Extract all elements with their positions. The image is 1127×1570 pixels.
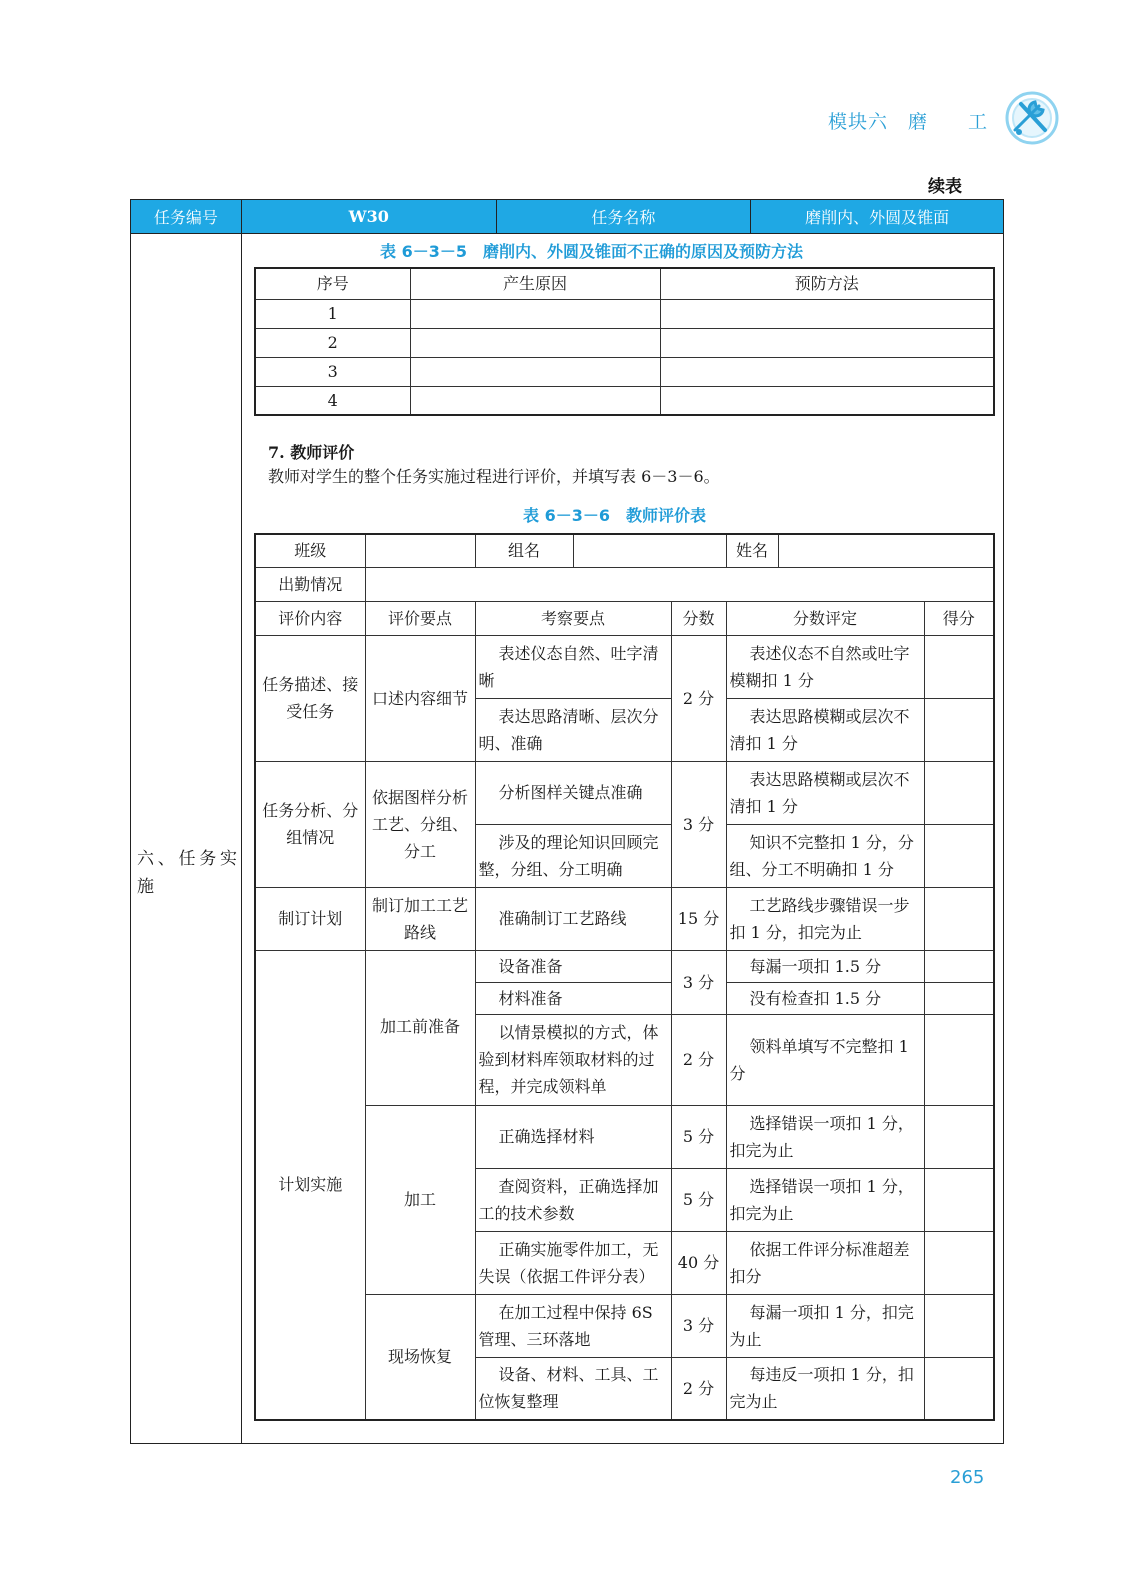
check-point: 设备、材料、工具、工位恢复整理: [475, 1357, 671, 1420]
check-point: 在加工过程中保持 6S 管理、三环落地: [475, 1294, 671, 1357]
score: 5 分: [671, 1168, 726, 1231]
score: 3 分: [671, 761, 726, 887]
check-point: 查阅资料，正确选择加工的技术参数: [475, 1168, 671, 1231]
score-rule: 没有检查扣 1.5 分: [726, 982, 924, 1014]
eval-content: 制订计划: [255, 887, 365, 950]
task-id-label: 任务编号: [131, 200, 242, 233]
task-name-label: 任务名称: [497, 200, 752, 233]
table-635-caption: 表 6－3－5 磨削内、外圆及锥面不正确的原因及预防方法: [380, 242, 803, 261]
score: 5 分: [671, 1105, 726, 1168]
check-point: 以情景模拟的方式，体验到材料库领取材料的过程，并完成领料单: [475, 1014, 671, 1105]
score: 2 分: [671, 635, 726, 761]
score: 40 分: [671, 1231, 726, 1294]
section-label: 六、任务实施: [137, 849, 237, 897]
score-rule: 选择错误一项扣 1 分，扣完为止: [726, 1105, 924, 1168]
name-label: 姓名: [726, 534, 778, 567]
page-number: 265: [950, 1467, 985, 1488]
eval-content: 计划实施: [255, 950, 365, 1420]
table-cell[interactable]: [660, 328, 994, 357]
table-cell[interactable]: [410, 357, 660, 386]
points-earned-cell[interactable]: [924, 761, 994, 824]
class-value[interactable]: [365, 534, 475, 567]
attendance-value[interactable]: [365, 567, 994, 601]
section-7-title: 7. 教师评价: [268, 443, 355, 462]
score-rule: 每违反一项扣 1 分，扣完为止: [726, 1357, 924, 1420]
check-point: 正确实施零件加工，无失误（依据工件评分表）: [475, 1231, 671, 1294]
row-number: 2: [255, 328, 410, 357]
table-635: [254, 267, 995, 416]
points-earned-cell[interactable]: [924, 1105, 994, 1168]
eval-point: 依据图样分析工艺、分组、分工: [365, 761, 475, 887]
points-earned-cell[interactable]: [924, 1014, 994, 1105]
column-header: 得分: [924, 601, 994, 635]
points-earned-cell[interactable]: [924, 1294, 994, 1357]
score-rule: 知识不完整扣 1 分，分组、分工不明确扣 1 分: [726, 824, 924, 887]
check-point: 准确制订工艺路线: [475, 887, 671, 950]
check-point: 涉及的理论知识回顾完整，分组、分工明确: [475, 824, 671, 887]
score-rule: 表达思路模糊或层次不清扣 1 分: [726, 698, 924, 761]
points-earned-cell[interactable]: [924, 887, 994, 950]
score-rule: 领料单填写不完整扣 1 分: [726, 1014, 924, 1105]
row-number: 3: [255, 357, 410, 386]
score: 3 分: [671, 1294, 726, 1357]
eval-point: 加工前准备: [365, 950, 475, 1105]
table-cell[interactable]: [410, 328, 660, 357]
eval-point: 现场恢复: [365, 1294, 475, 1420]
check-point: 分析图样关键点准确: [475, 761, 671, 824]
eval-point: 加工: [365, 1105, 475, 1294]
check-point: 表达思路清晰、层次分明、准确: [475, 698, 671, 761]
table-cell[interactable]: [660, 386, 994, 415]
task-name-value: 磨削内、外圆及锥面: [805, 208, 950, 227]
score-rule: 选择错误一项扣 1 分，扣完为止: [726, 1168, 924, 1231]
table-cell[interactable]: [410, 299, 660, 328]
table-636: [254, 533, 995, 1421]
score-rule: 工艺路线步骤错误一步扣 1 分，扣完为止: [726, 887, 924, 950]
check-point: 材料准备: [475, 982, 671, 1014]
column-header: 序号: [255, 268, 410, 299]
score-rule: 表达思路模糊或层次不清扣 1 分: [726, 761, 924, 824]
eval-point: 口述内容细节: [365, 635, 475, 761]
column-header: 考察要点: [475, 601, 671, 635]
section-7-text: 教师对学生的整个任务实施过程进行评价，并填写表 6－3－6。: [268, 467, 720, 486]
column-header: 分数评定: [726, 601, 924, 635]
points-earned-cell[interactable]: [924, 982, 994, 1014]
check-point: 正确选择材料: [475, 1105, 671, 1168]
points-earned-cell[interactable]: [924, 950, 994, 982]
check-point: 设备准备: [475, 950, 671, 982]
module-title: 模块六 磨 工: [828, 111, 989, 133]
row-number: 1: [255, 299, 410, 328]
score-rule: 每漏一项扣 1 分，扣完为止: [726, 1294, 924, 1357]
table-cell[interactable]: [660, 299, 994, 328]
score-rule: 依据工件评分标准超差扣分: [726, 1231, 924, 1294]
score: 2 分: [671, 1357, 726, 1420]
score: 3 分: [671, 950, 726, 1014]
column-header: 评价要点: [365, 601, 475, 635]
points-earned-cell[interactable]: [924, 824, 994, 887]
score-rule: 表述仪态不自然或吐字模糊扣 1 分: [726, 635, 924, 698]
points-earned-cell[interactable]: [924, 1168, 994, 1231]
eval-content: 任务描述、接受任务: [255, 635, 365, 761]
column-header: 预防方法: [660, 268, 994, 299]
table-cell[interactable]: [410, 386, 660, 415]
column-header: 产生原因: [410, 268, 660, 299]
table-cell[interactable]: [660, 357, 994, 386]
points-earned-cell[interactable]: [924, 1231, 994, 1294]
task-header-row: [131, 200, 1003, 234]
task-id-value: W30: [242, 200, 497, 233]
eval-point: 制订加工工艺路线: [365, 887, 475, 950]
points-earned-cell[interactable]: [924, 698, 994, 761]
column-header: 分数: [671, 601, 726, 635]
score: 2 分: [671, 1014, 726, 1105]
row-number: 4: [255, 386, 410, 415]
table-636-caption: 表 6－3－6 教师评价表: [523, 506, 706, 525]
group-value[interactable]: [573, 534, 726, 567]
score: 15 分: [671, 887, 726, 950]
points-earned-cell[interactable]: [924, 635, 994, 698]
name-value[interactable]: [778, 534, 994, 567]
attendance-label: 出勤情况: [255, 567, 365, 601]
section-label-column: [131, 233, 242, 1443]
column-header: 评价内容: [255, 601, 365, 635]
score-rule: 每漏一项扣 1.5 分: [726, 950, 924, 982]
class-label: 班级: [255, 534, 365, 567]
eval-content: 任务分析、分组情况: [255, 761, 365, 887]
wrench-screwdriver-icon: [1001, 90, 1063, 146]
points-earned-cell[interactable]: [924, 1357, 994, 1420]
group-label: 组名: [475, 534, 573, 567]
continued-label: 续表: [928, 177, 962, 197]
check-point: 表述仪态自然、吐字清晰: [475, 635, 671, 698]
